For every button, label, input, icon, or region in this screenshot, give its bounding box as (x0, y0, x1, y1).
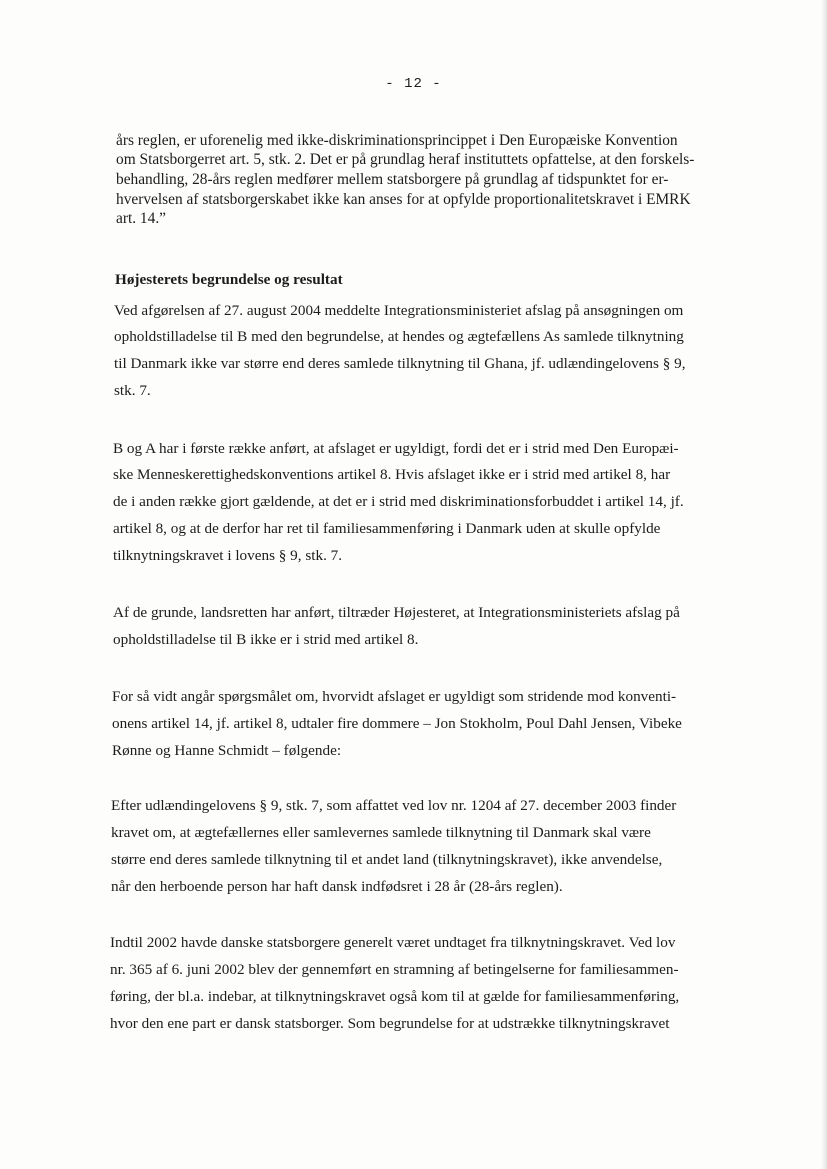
paragraph-line: nr. 365 af 6. juni 2002 blev der gennemført en stramning af betingelserne for familiesammen- (110, 961, 679, 978)
section-heading: Højesterets begrundelse og resultat (115, 271, 343, 288)
paragraph-line: For så vidt angår spørgsmålet om, hvorvidt afslaget er ugyldigt som stridende mod konventi- (112, 688, 677, 705)
paragraph-line: onens artikel 14, jf. artikel 8, udtaler fire dommere – Jon Stokholm, Poul Dahl Jensen, Vibeke (112, 715, 682, 732)
paragraph-line: ske Menneskerettighedskonventions artikel 8. Hvis afslaget ikke er i strid med artikel 8, har (113, 466, 671, 483)
quote-line: hvervelsen af statsborgerskabet ikke kan anses for at opfylde proportionalitetskravet i EMRK (116, 191, 691, 208)
paragraph-line: kravet om, at ægtefællernes eller samlevernes samlede tilknytning til Danmark skal være (111, 824, 651, 841)
paragraph-line: tilknytningskravet i lovens § 9, stk. 7. (113, 547, 343, 564)
paragraph-line: B og A har i første række anført, at afslaget er ugyldigt, fordi det er i strid med Den Europæi- (113, 440, 679, 457)
page-edge-shadow (821, 0, 827, 1169)
quote-line: om Statsborgerret art. 5, stk. 2. Det er på grundlag heraf instituttets opfattelse, at den forskels- (116, 151, 695, 168)
page-number: - 12 - (385, 76, 442, 92)
paragraph-line: når den herboende person har haft dansk indfødsret i 28 år (28-års reglen). (111, 878, 563, 895)
paragraph-line: Indtil 2002 havde danske statsborgere generelt været undtaget fra tilknytningskravet. Ved lov (110, 934, 676, 951)
paragraph-line: artikel 8, og at de derfor har ret til familiesammenføring i Danmark uden at skulle opfylde (113, 520, 661, 537)
paragraph-line: Rønne og Hanne Schmidt – følgende: (112, 742, 342, 759)
paragraph-line: Efter udlændingelovens § 9, stk. 7, som affattet ved lov nr. 1204 af 27. december 2003 finder (111, 797, 677, 814)
quote-line: art. 14.” (116, 210, 166, 227)
paragraph-line: føring, der bl.a. indebar, at tilknytningskravet også kom til at gælde for familiesammenføring, (110, 988, 680, 1005)
paragraph-line: Af de grunde, landsretten har anført, tiltræder Højesteret, at Integrationsministeriets afslag på (113, 604, 680, 621)
paragraph-line: de i anden række gjort gældende, at det er i strid med diskriminationsforbuddet i artikel 14, jf. (113, 493, 684, 510)
paragraph-line: hvor den ene part er dansk statsborger. Som begrundelse for at udstrække tilknytningskravet (110, 1015, 670, 1032)
quote-line: års reglen, er uforenelig med ikke-diskriminationsprincippet i Den Europæiske Konvention (116, 132, 678, 149)
paragraph-line: større end deres samlede tilknytning til et andet land (tilknytningskravet), ikke anvendelse, (111, 851, 663, 868)
quote-line: behandling, 28-års reglen medfører mellem statsborgere på grundlag af tidspunktet for er- (116, 171, 669, 188)
paragraph-line: stk. 7. (114, 382, 151, 399)
paragraph-line: til Danmark ikke var større end deres samlede tilknytning til Ghana, jf. udlændingelovens § 9, (114, 355, 686, 372)
paragraph-line: Ved afgørelsen af 27. august 2004 meddelte Integrationsministeriet afslag på ansøgningen om (114, 302, 684, 319)
paragraph-line: opholdstilladelse til B med den begrundelse, at hendes og ægtefællens As samlede tilknytning (114, 328, 684, 345)
paragraph-line: opholdstilladelse til B ikke er i strid med artikel 8. (113, 631, 419, 648)
